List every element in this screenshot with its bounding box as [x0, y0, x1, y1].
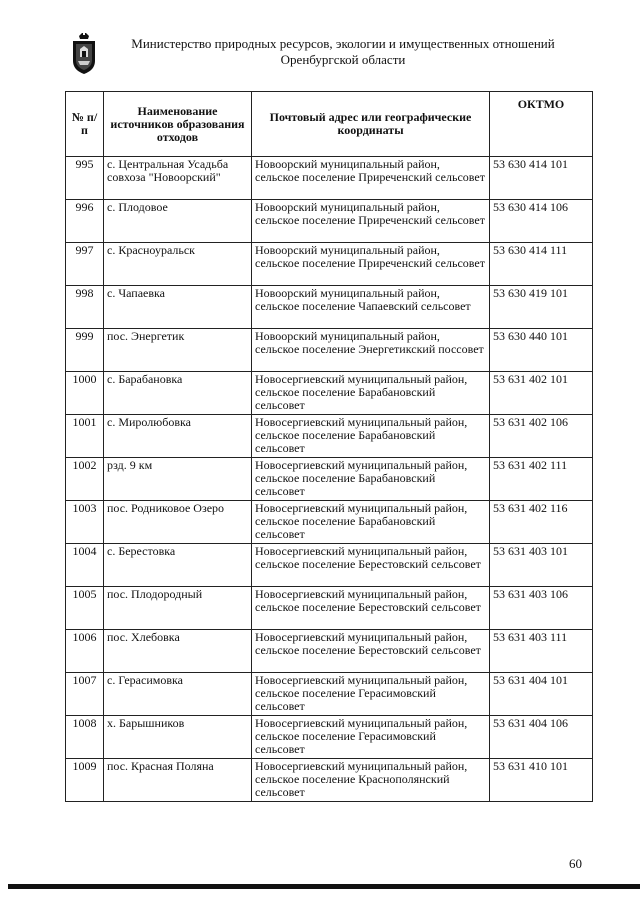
cell-address: Новосергиевский муниципальный район, сельское поселение Берестовский сельсовет	[252, 587, 490, 630]
cell-name: пос. Энергетик	[104, 329, 252, 372]
cell-num: 996	[66, 200, 104, 243]
cell-oktmo: 53 631 404 106	[490, 716, 593, 759]
cell-address: Новосергиевский муниципальный район, сельское поселение Барабановский сельсовет	[252, 501, 490, 544]
cell-oktmo: 53 631 403 111	[490, 630, 593, 673]
cell-oktmo: 53 631 402 101	[490, 372, 593, 415]
cell-oktmo: 53 630 440 101	[490, 329, 593, 372]
table-row	[66, 544, 593, 587]
cell-address: Новосергиевский муниципальный район, сельское поселение Барабановский сельсовет	[252, 458, 490, 501]
coat-of-arms-icon	[70, 33, 98, 75]
cell-oktmo: 53 631 402 116	[490, 501, 593, 544]
cell-address: Новосергиевский муниципальный район, сельское поселение Герасимовский сельсовет	[252, 673, 490, 716]
table-row	[66, 587, 593, 630]
table-row	[66, 673, 593, 716]
cell-num: 1000	[66, 372, 104, 415]
footer-rule	[8, 884, 640, 889]
cell-num: 997	[66, 243, 104, 286]
cell-num: 1004	[66, 544, 104, 587]
cell-num: 1007	[66, 673, 104, 716]
col-header-name: Наименование источников образования отходов	[104, 92, 252, 157]
cell-oktmo: 53 630 414 111	[490, 243, 593, 286]
cell-address: Новосергиевский муниципальный район, сельское поселение Барабановский сельсовет	[252, 415, 490, 458]
cell-num: 1006	[66, 630, 104, 673]
cell-address: Новоорский муниципальный район, сельское поселение Приреченский сельсовет	[252, 200, 490, 243]
cell-num: 1005	[66, 587, 104, 630]
cell-address: Новосергиевский муниципальный район, сельское поселение Барабановский сельсовет	[252, 372, 490, 415]
cell-name: пос. Плодородный	[104, 587, 252, 630]
cell-name: с. Миролюбовка	[104, 415, 252, 458]
cell-address: Новоорский муниципальный район, сельское поселение Приреченский сельсовет	[252, 243, 490, 286]
cell-name: пос. Красная Поляна	[104, 759, 252, 802]
page-number: 60	[569, 856, 582, 871]
cell-oktmo: 53 631 404 101	[490, 673, 593, 716]
cell-address: Новосергиевский муниципальный район, сельское поселение Герасимовский сельсовет	[252, 716, 490, 759]
table-row	[66, 630, 593, 673]
cell-oktmo: 53 631 410 101	[490, 759, 593, 802]
cell-name: х. Барышников	[104, 716, 252, 759]
cell-name: с. Красноуральск	[104, 243, 252, 286]
cell-num: 999	[66, 329, 104, 372]
cell-address: Новоорский муниципальный район, сельское поселение Приреченский сельсовет	[252, 157, 490, 200]
cell-oktmo: 53 630 414 101	[490, 157, 593, 200]
cell-oktmo: 53 631 402 111	[490, 458, 593, 501]
header-region-line: Оренбургской области	[280, 52, 406, 67]
cell-address: Новосергиевский муниципальный район, сельское поселение Краснополянский сельсовет	[252, 759, 490, 802]
header-ministry-line: Министерство природных ресурсов, экологии и имущественных отношений	[131, 36, 555, 51]
cell-num: 1001	[66, 415, 104, 458]
table-row	[66, 501, 593, 544]
cell-num: 1009	[66, 759, 104, 802]
table-row	[66, 458, 593, 501]
cell-name: с. Барабановка	[104, 372, 252, 415]
table-row	[66, 286, 593, 329]
cell-address: Новоорский муниципальный район, сельское поселение Энергетикский поссовет	[252, 329, 490, 372]
cell-name: рзд. 9 км	[104, 458, 252, 501]
table-row	[66, 243, 593, 286]
cell-address: Новосергиевский муниципальный район, сельское поселение Берестовский сельсовет	[252, 544, 490, 587]
cell-name: пос. Родниковое Озеро	[104, 501, 252, 544]
col-header-address: Почтовый адрес или географические координаты	[252, 92, 490, 157]
table-row	[66, 716, 593, 759]
cell-address: Новоорский муниципальный район, сельское поселение Чапаевский сельсовет	[252, 286, 490, 329]
cell-name: пос. Хлебовка	[104, 630, 252, 673]
cell-num: 1008	[66, 716, 104, 759]
cell-num: 1003	[66, 501, 104, 544]
cell-name: с. Плодовое	[104, 200, 252, 243]
col-header-num: № п/п	[66, 92, 104, 157]
table-row	[66, 759, 593, 802]
cell-oktmo: 53 631 403 101	[490, 544, 593, 587]
table-row	[66, 329, 593, 372]
table-header-row	[66, 92, 593, 157]
table-row	[66, 415, 593, 458]
cell-name: с. Центральная Усадьба совхоза "Новоорский"	[104, 157, 252, 200]
cell-name: с. Герасимовка	[104, 673, 252, 716]
cell-oktmo: 53 630 414 106	[490, 200, 593, 243]
table-row	[66, 372, 593, 415]
cell-oktmo: 53 631 403 106	[490, 587, 593, 630]
cell-address: Новосергиевский муниципальный район, сельское поселение Берестовский сельсовет	[252, 630, 490, 673]
cell-num: 1002	[66, 458, 104, 501]
document-header	[108, 36, 578, 68]
cell-oktmo: 53 631 402 106	[490, 415, 593, 458]
cell-oktmo: 53 630 419 101	[490, 286, 593, 329]
waste-sources-table	[65, 91, 593, 802]
cell-name: с. Берестовка	[104, 544, 252, 587]
cell-num: 998	[66, 286, 104, 329]
table-row	[66, 200, 593, 243]
cell-num: 995	[66, 157, 104, 200]
col-header-oktmo: ОКТМО	[490, 92, 593, 157]
cell-name: с. Чапаевка	[104, 286, 252, 329]
table-row	[66, 157, 593, 200]
